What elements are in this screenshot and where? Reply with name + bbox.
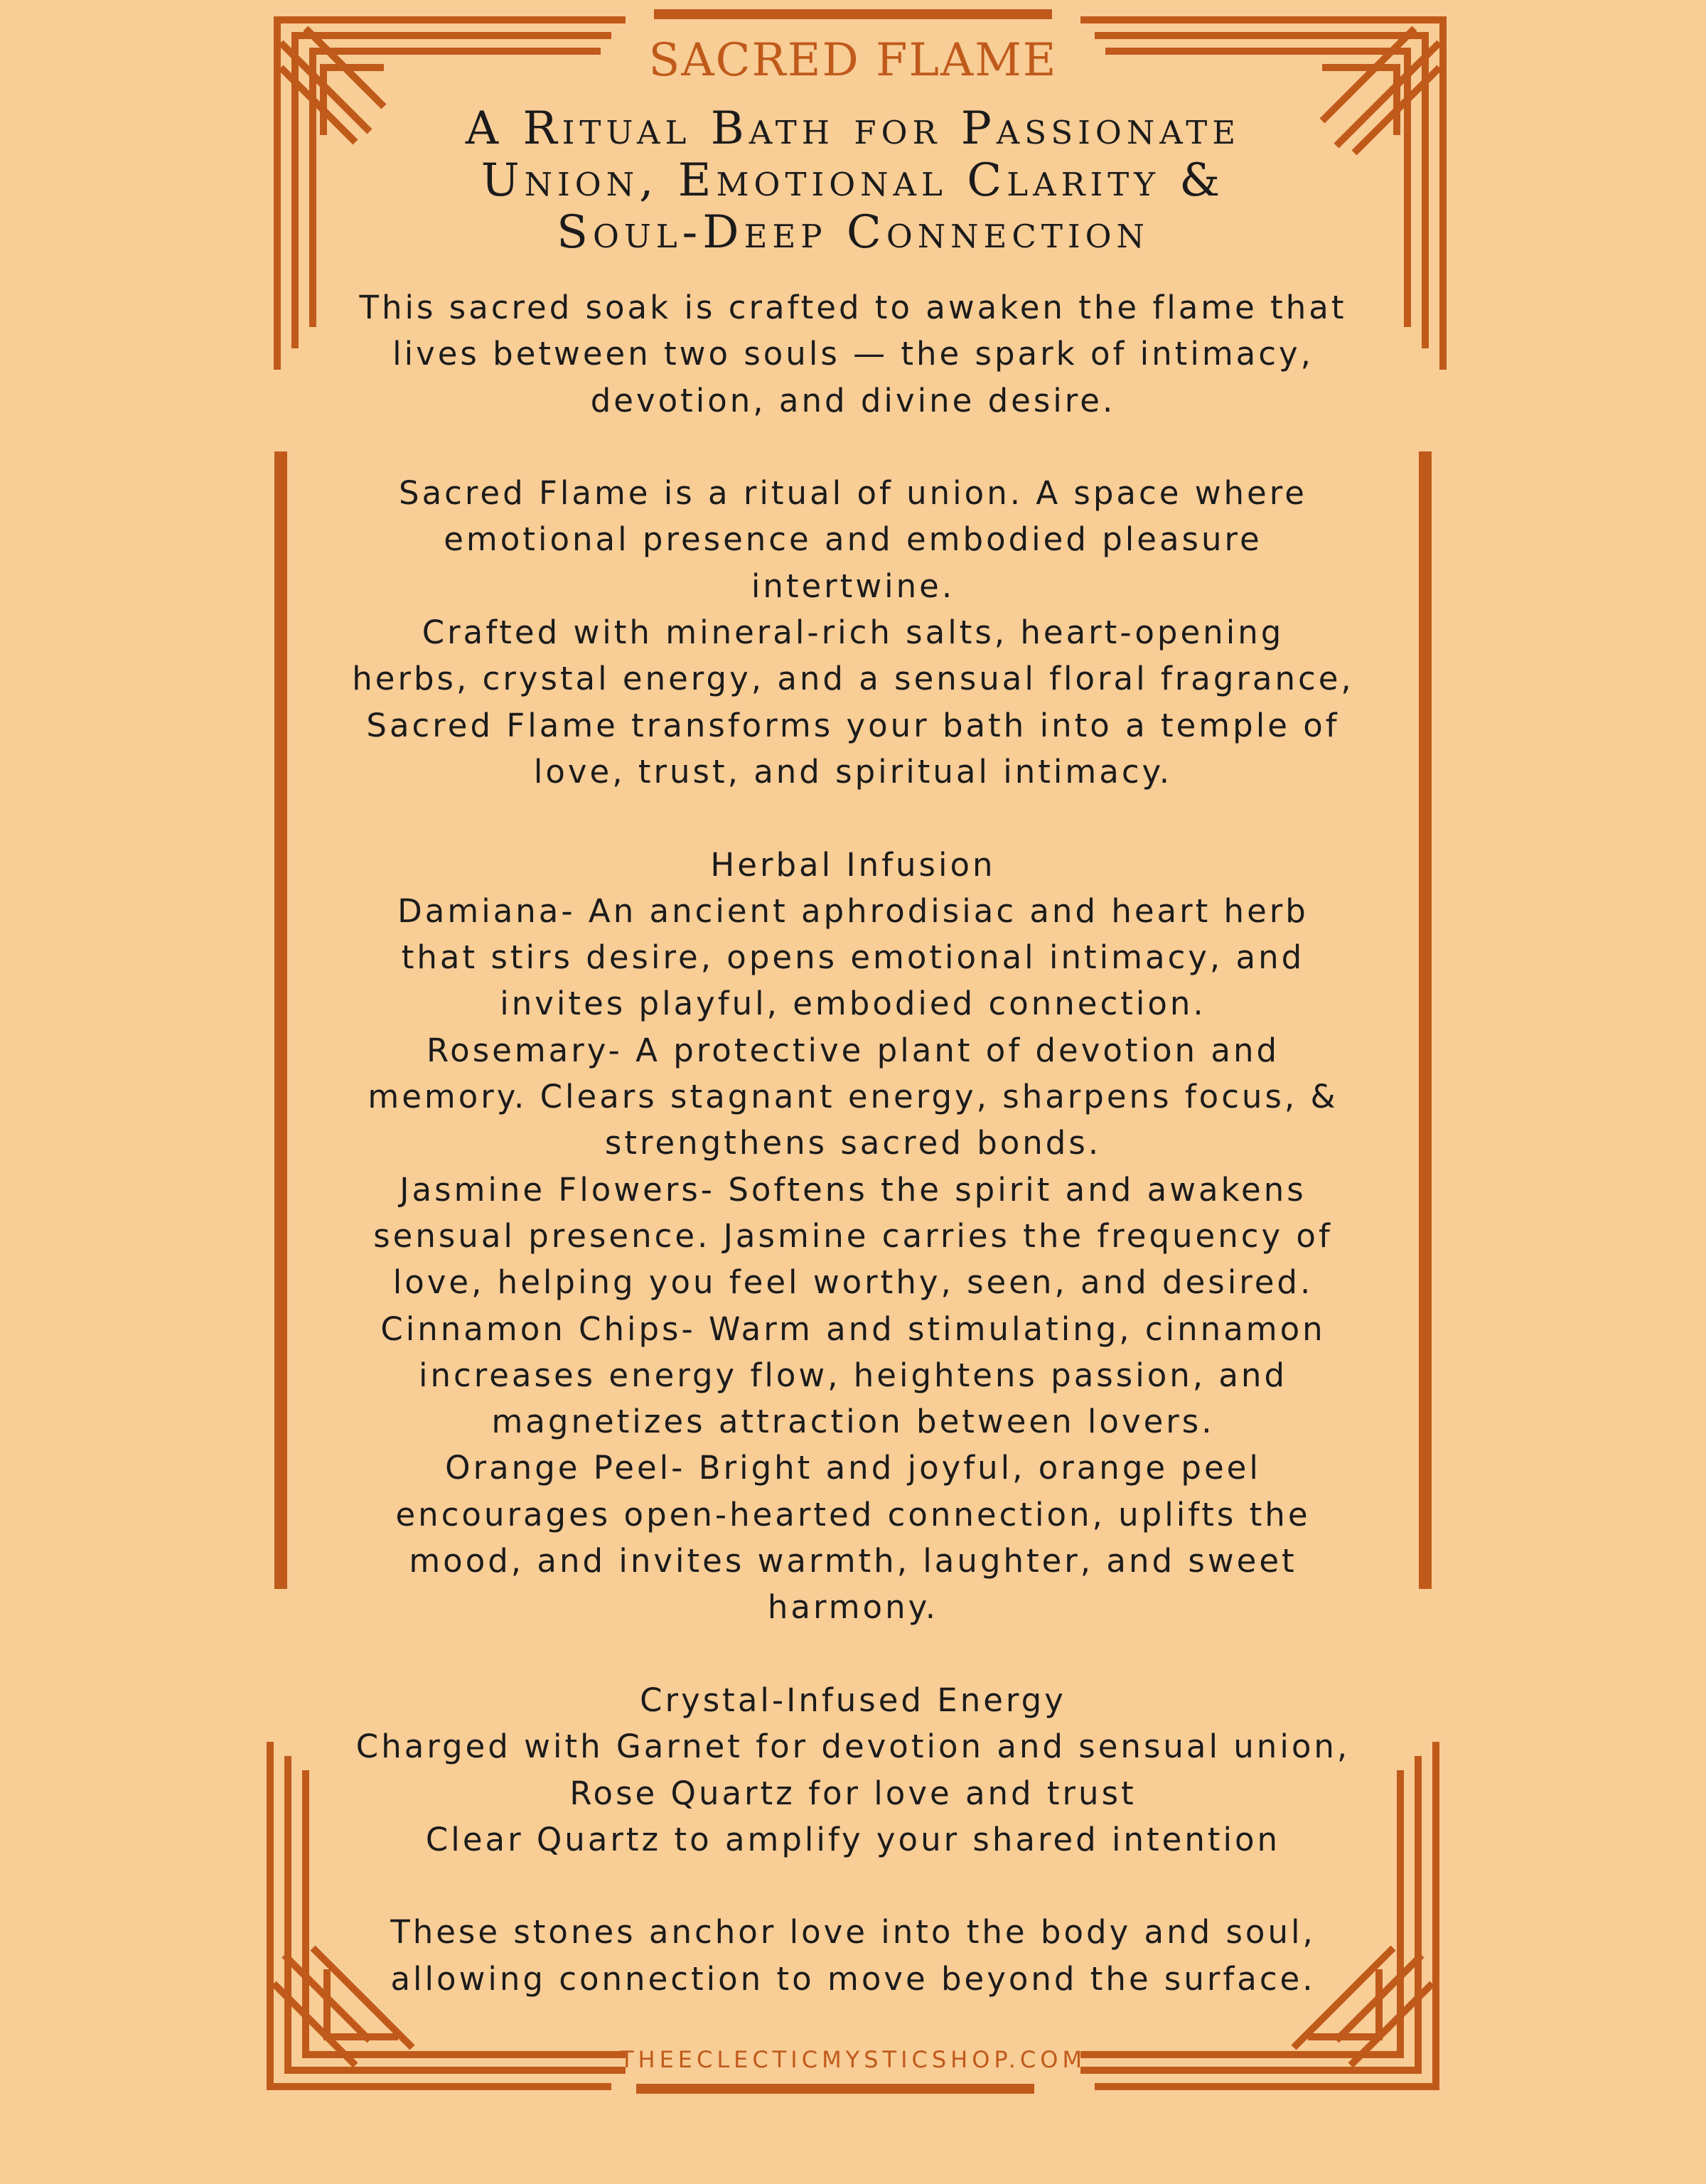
text-line: harmony. — [767, 1588, 939, 1627]
body-text — [299, 284, 1407, 2002]
description-section — [299, 470, 1407, 795]
text-line: encourages open-hearted connection, uplifts the — [395, 1495, 1311, 1533]
crystal-section — [299, 1677, 1407, 1863]
text-line: lives between two souls — the spark of intimacy, — [392, 335, 1314, 373]
text-line: devotion, and divine desire. — [590, 381, 1116, 419]
text-line: love, helping you feel worthy, seen, and desired. — [392, 1263, 1314, 1302]
text-line: love, trust, and spiritual intimacy. — [533, 752, 1173, 791]
text-line: Clear Quartz to amplify your shared intention — [425, 1820, 1281, 1858]
title-line: Union, Emotional Clarity & — [481, 154, 1225, 207]
text-line: Rose Quartz for love and trust — [569, 1774, 1137, 1812]
title-line: Soul-Deep Connection — [557, 206, 1149, 259]
text-line: sensual presence. Jasmine carries the frequency of — [373, 1216, 1333, 1255]
text-line: intertwine. — [751, 567, 955, 605]
text-line: increases energy flow, heightens passion, and — [418, 1356, 1288, 1394]
herbal-section — [299, 842, 1407, 1631]
text-line: Jasmine Flowers- Softens the spirit and awakens — [399, 1170, 1307, 1209]
text-line: Crafted with mineral-rich salts, heart-opening — [422, 614, 1284, 652]
text-line: mood, and invites warmth, laughter, and sweet — [409, 1542, 1297, 1580]
text-line: emotional presence and embodied pleasure — [444, 520, 1262, 559]
text-line: Rosemary- A protective plant of devotion and — [426, 1031, 1280, 1069]
text-line: magnetizes attraction between lovers. — [491, 1403, 1215, 1441]
text-line: These stones anchor love into the body and soul, — [390, 1913, 1316, 1952]
text-line: This sacred soak is crafted to awaken the flame that — [359, 289, 1347, 326]
text-line: allowing connection to move beyond the surface. — [390, 1959, 1316, 1998]
brand-title: SACRED FLAME — [648, 34, 1058, 87]
text-line: that stirs desire, opens emotional intimacy, and — [401, 938, 1305, 977]
text-line: memory. Clears stagnant energy, sharpens focus, & — [368, 1078, 1338, 1116]
closing-section — [299, 1909, 1407, 2002]
intro-section — [299, 284, 1407, 424]
text-line: invites playful, embodied connection. — [500, 985, 1206, 1023]
title-line: A Ritual Bath for Passionate — [465, 102, 1241, 155]
text-line: Sacred Flame is a ritual of union. A space where — [399, 474, 1307, 513]
footer-website: THEECLECTICMYSTICSHOP.COM — [619, 2046, 1087, 2073]
text-line: strengthens sacred bonds. — [604, 1124, 1102, 1162]
section-heading: Herbal Infusion — [710, 845, 996, 884]
page-title — [284, 103, 1422, 259]
text-line: Charged with Garnet for devotion and sensual union, — [355, 1728, 1351, 1766]
text-line: Orange Peel- Bright and joyful, orange peel — [445, 1449, 1261, 1487]
text-line: Damiana- An ancient aphrodisiac and heart herb — [397, 892, 1309, 930]
text-line: Cinnamon Chips- Warm and stimulating, cinnamon — [380, 1310, 1326, 1348]
text-line: Sacred Flame transforms your bath into a temple of — [366, 706, 1340, 744]
section-heading: Crystal-Infused Energy — [640, 1681, 1066, 1719]
text-line: herbs, crystal energy, and a sensual floral fragrance, — [352, 660, 1354, 698]
